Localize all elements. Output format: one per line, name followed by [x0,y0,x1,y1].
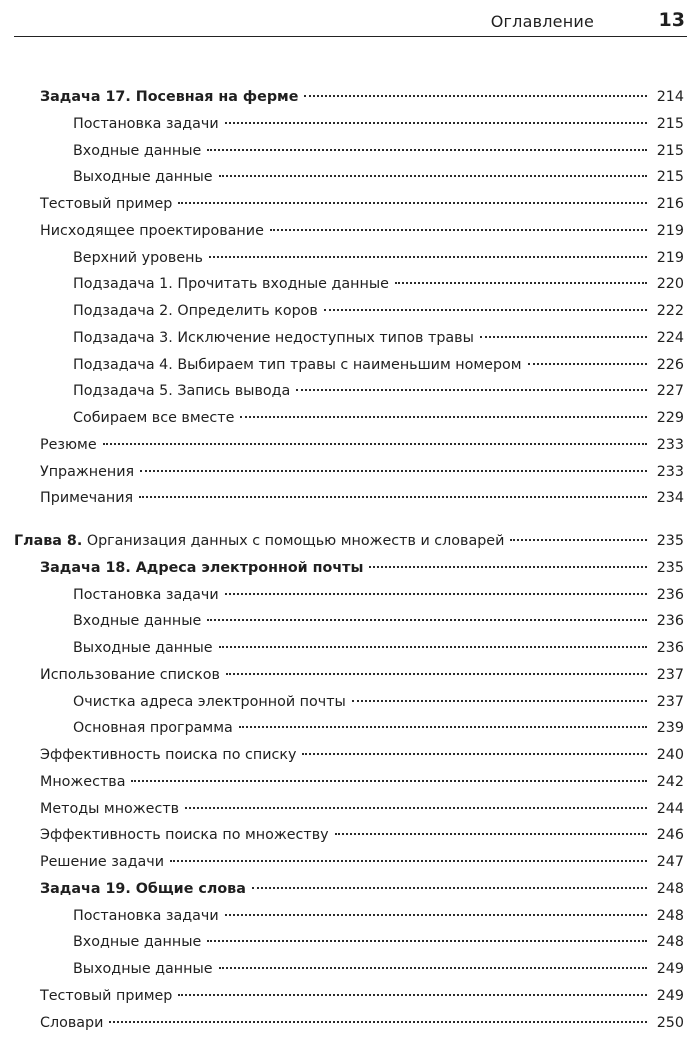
toc-entry-title: Тестовый пример [40,196,173,212]
toc-entry-task-18[interactable] [0,555,700,582]
header-page-number: 13 [658,9,685,31]
dot-leader [528,363,647,365]
toc-entry-page: 244 [656,800,684,817]
toc-entry-page: 239 [656,720,684,737]
toc-entry-page: 248 [656,907,684,924]
toc-entry-page: 237 [656,693,684,710]
toc-entry-page: 248 [656,880,684,897]
toc-entry-title: Выходные данные [73,640,213,656]
toc-entry-title: Примечания [40,490,134,507]
toc-entry[interactable] [0,715,700,742]
dot-leader [140,470,647,472]
toc-entry-title: Эффективность поиска по списку [40,747,297,763]
dot-leader [369,566,647,568]
toc-entry-title: Нисходящее проектирование [40,222,264,239]
toc-entry-title: Тестовый пример [40,987,173,1004]
toc-entry-page: 215 [656,142,684,159]
header-rule [14,36,687,37]
toc-entry-page: 220 [656,276,684,293]
toc-entry-title: Эффективность поиска по множеству [40,827,329,844]
toc-entry[interactable] [0,325,700,352]
toc-entry-title: Решение задачи [40,854,165,870]
toc-entry[interactable] [0,191,700,218]
dot-leader [103,443,647,445]
page-header [14,0,687,44]
toc-entry-page: 236 [656,640,684,656]
table-of-contents [0,84,700,1036]
toc-entry[interactable] [0,459,700,486]
dot-leader [109,1021,647,1023]
toc-entry-page: 235 [656,559,684,576]
toc-entry-title: Задача 17. Посевная на ферме [40,89,299,105]
toc-entry[interactable] [0,769,700,796]
toc-entry[interactable] [0,635,700,662]
toc-entry[interactable] [0,582,700,609]
toc-entry[interactable] [0,378,700,405]
toc-entry-title: Подзадача 3. Исключение недоступных типов травы [73,329,474,346]
dot-leader [304,95,647,97]
toc-entry-page: 250 [656,1014,684,1031]
toc-entry-page: 249 [656,961,684,977]
dot-leader [225,593,647,595]
toc-entry-page: 236 [656,613,684,630]
toc-entry[interactable] [0,983,700,1010]
toc-entry-page: 219 [656,249,684,266]
toc-entry-title: Подзадача 1. Прочитать входные данные [73,276,389,293]
toc-entry-title: Постановка задачи [73,115,219,132]
toc-entry-title: Входные данные [73,142,202,159]
toc-entry-title: Задача 18. Адреса электронной почты [40,559,364,576]
dot-leader [480,336,647,338]
toc-entry-title: Резюме [40,436,97,453]
header-title: Оглавление [490,12,594,31]
toc-entry-title: Собираем все вместе [73,410,235,426]
toc-entry-page: 246 [656,827,684,844]
toc-entry-page: 219 [656,222,684,239]
dot-leader [302,753,647,755]
toc-entry[interactable] [0,405,700,432]
toc-entry-title: Упражнения [40,463,135,480]
toc-entry-title: Множества [40,773,126,790]
toc-entry-title: Постановка задачи [73,907,219,924]
dot-leader [252,887,647,889]
dot-leader [239,726,647,728]
toc-entry[interactable] [0,822,700,849]
toc-entry-chapter-8[interactable] [0,528,700,555]
dot-leader [324,309,647,311]
dot-leader [219,967,647,969]
toc-entry-page: 215 [656,115,684,132]
toc-entry-page: 248 [656,934,684,951]
dot-leader [139,496,647,498]
toc-entry-title: Методы множеств [40,800,180,817]
toc-entry[interactable] [0,903,700,930]
toc-entry-task-19[interactable] [0,876,700,903]
toc-entry-title [14,528,504,555]
toc-entry-title: Подзадача 4. Выбираем тип травы с наименьшим номером [73,356,522,373]
toc-entry-page: 240 [656,747,684,763]
dot-leader [178,202,647,204]
toc-entry-title: Выходные данные [73,169,213,186]
toc-entry[interactable] [0,796,700,823]
toc-entry[interactable] [0,929,700,956]
toc-entry-title: Задача 19. Общие слова [40,880,246,897]
dot-leader [335,833,647,835]
toc-entry[interactable] [0,432,700,459]
toc-entry-page: 229 [656,410,684,426]
dot-leader [178,994,647,996]
dot-leader [219,646,647,648]
dot-leader [352,700,647,702]
chapter-label: Глава 8. [14,533,83,549]
dot-leader [510,539,647,541]
toc-entry-title: Подзадача 5. Запись вывода [73,383,291,400]
toc-entry-title: Верхний уровень [73,249,203,266]
dot-leader [131,780,647,782]
toc-entry-page: 227 [656,383,684,400]
toc-entry-page: 214 [656,89,684,105]
toc-entry[interactable] [0,352,700,379]
toc-entry[interactable] [0,1010,700,1037]
toc-entry-page: 236 [656,586,684,603]
dot-leader [207,940,647,942]
chapter-title: Организация данных с помощью множеств и словарей [86,533,505,549]
dot-leader [225,914,647,916]
toc-entry[interactable] [0,849,700,876]
dot-leader [207,619,647,621]
toc-entry[interactable] [0,298,700,325]
toc-entry-page: 224 [656,329,684,346]
toc-entry[interactable] [0,138,700,165]
dot-leader [219,175,647,177]
toc-entry[interactable] [0,218,700,245]
toc-entry[interactable] [0,608,700,635]
dot-leader [240,416,647,418]
toc-entry-title: Входные данные [73,934,202,951]
toc-entry-page: 222 [656,303,684,319]
toc-entry-page: 249 [656,987,684,1004]
toc-entry-page: 233 [656,463,684,480]
toc-entry-page: 226 [656,356,684,373]
toc-entry[interactable] [0,245,700,272]
toc-entry[interactable] [0,485,700,512]
dot-leader [209,256,647,258]
toc-entry[interactable] [0,271,700,298]
toc-entry-task-17[interactable] [0,84,700,111]
toc-entry[interactable] [0,742,700,769]
dot-leader [296,389,647,391]
dot-leader [170,860,647,862]
toc-entry-page: 216 [656,196,684,212]
toc-entry[interactable] [0,956,700,983]
toc-entry-title: Подзадача 2. Определить коров [73,303,318,319]
toc-entry-title: Словари [40,1014,104,1031]
toc-entry-page: 242 [656,773,684,790]
toc-entry[interactable] [0,689,700,716]
dot-leader [225,122,647,124]
toc-entry-page: 233 [656,436,684,453]
toc-entry-title: Очистка адреса электронной почты [73,693,346,710]
dot-leader [226,673,647,675]
toc-entry-title: Постановка задачи [73,586,219,603]
toc-entry-title: Выходные данные [73,961,213,977]
toc-entry-page: 247 [656,854,684,870]
toc-entry-page: 234 [656,490,684,507]
toc-entry[interactable] [0,111,700,138]
dot-leader [395,282,647,284]
toc-entry-title: Использование списков [40,666,220,683]
toc-entry[interactable] [0,662,700,689]
toc-entry-title: Входные данные [73,613,202,630]
toc-entry-page: 235 [656,533,684,549]
toc-entry-page: 215 [656,169,684,186]
toc-entry-page: 237 [656,666,684,683]
dot-leader [207,149,647,151]
toc-entry[interactable] [0,164,700,191]
dot-leader [270,229,647,231]
toc-entry-title: Основная программа [73,720,233,737]
dot-leader [185,807,647,809]
